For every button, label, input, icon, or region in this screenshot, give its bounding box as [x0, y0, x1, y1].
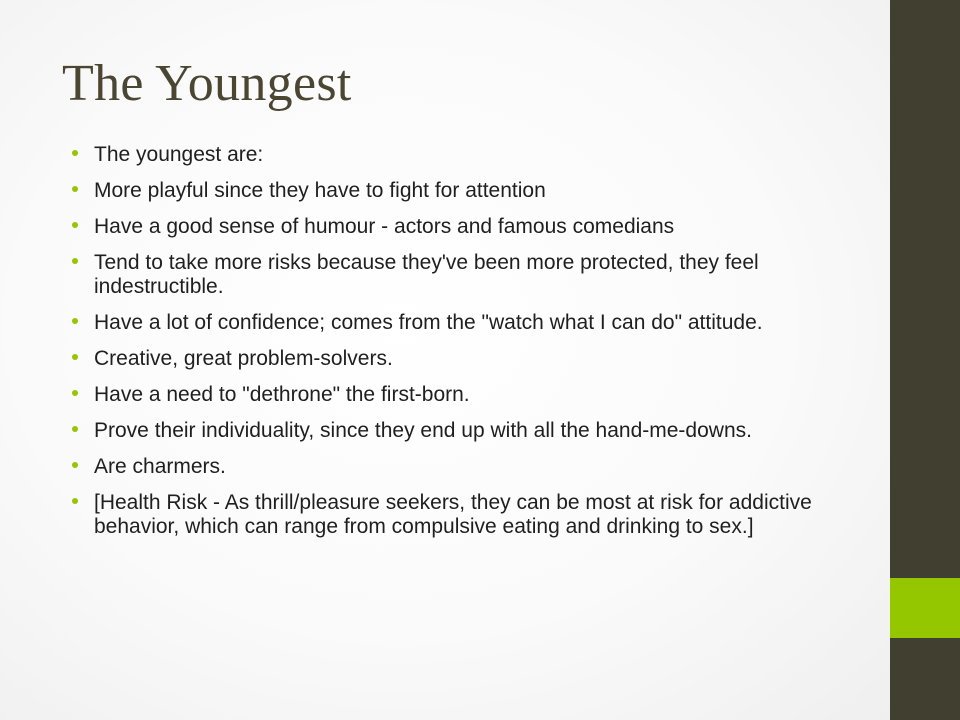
accent-block — [890, 578, 960, 638]
bullet-text: More playful since they have to fight for attention — [94, 179, 546, 202]
bullet-text: The youngest are: — [94, 143, 264, 166]
bullet-dot-icon — [72, 258, 78, 264]
bullet-item — [72, 179, 832, 203]
bullet-item — [72, 383, 832, 407]
bullet-dot-icon — [72, 426, 78, 432]
bullet-item — [72, 455, 832, 479]
bullet-list — [72, 143, 832, 551]
bullet-dot-icon — [72, 318, 78, 324]
bullet-dot-icon — [72, 390, 78, 396]
slide-title: The Youngest — [62, 55, 352, 112]
bullet-dot-icon — [72, 462, 78, 468]
bullet-dot-icon — [72, 354, 78, 360]
bullet-item — [72, 215, 832, 239]
bullet-text: [Health Risk - As thrill/pleasure seekers, they can be most at risk for addictive behavior, which can range from compulsive eating and drinking to sex.] — [94, 491, 812, 538]
bullet-item — [72, 143, 832, 167]
bullet-dot-icon — [72, 222, 78, 228]
bullet-text: Tend to take more risks because they've been more protected, they feel indestructible. — [94, 251, 759, 298]
bullet-dot-icon — [72, 498, 78, 504]
bullet-text: Creative, great problem-solvers. — [94, 347, 393, 370]
bullet-dot-icon — [72, 186, 78, 192]
bullet-dot-icon — [72, 150, 78, 156]
bullet-item — [72, 419, 832, 443]
bullet-item — [72, 251, 832, 299]
bullet-text: Are charmers. — [94, 455, 226, 478]
bullet-item — [72, 347, 832, 371]
bullet-item — [72, 311, 832, 335]
bullet-text: Have a lot of confidence; comes from the "watch what I can do" attitude. — [94, 311, 763, 334]
bullet-text: Have a need to "dethrone" the first-born. — [94, 383, 470, 406]
bullet-item — [72, 491, 832, 539]
bullet-text: Have a good sense of humour - actors and famous comedians — [94, 215, 675, 238]
bullet-text: Prove their individuality, since they end up with all the hand-me-downs. — [94, 419, 752, 442]
